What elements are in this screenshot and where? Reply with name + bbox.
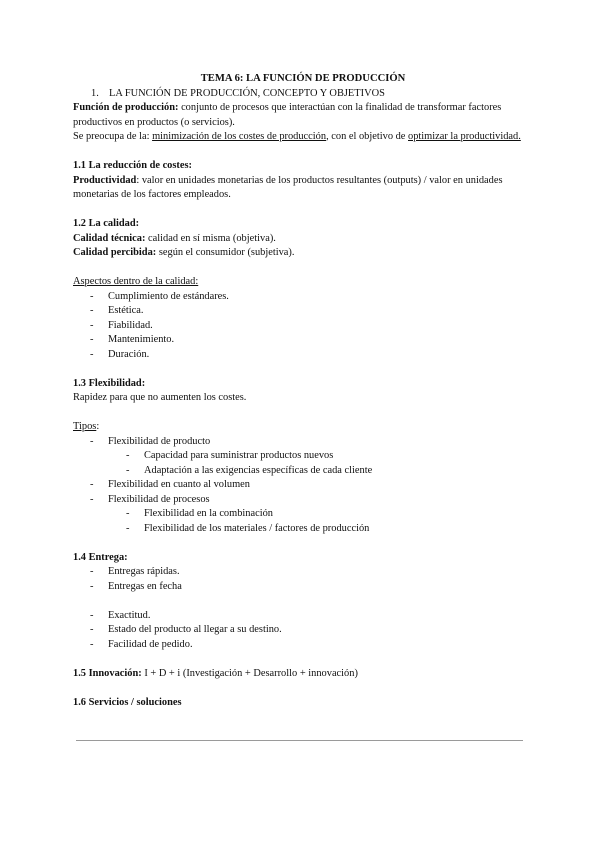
- list-item: - Exactitud.: [73, 609, 533, 624]
- productivity-label: Productividad: [73, 174, 137, 186]
- section-1-1-heading: 1.1 La reducción de costes:: [73, 160, 192, 171]
- perceived-quality-label: Calidad percibida:: [73, 247, 157, 258]
- horizontal-divider: [76, 740, 523, 741]
- technical-quality-text: calidad en sí misma (objetiva).: [145, 232, 276, 244]
- innovation-line: [73, 667, 533, 682]
- delivery-list-1: [73, 565, 533, 594]
- list-item: - Flexibilidad de procesos: [73, 493, 533, 508]
- list-item: - Flexibilidad de producto: [73, 435, 533, 450]
- list-item: - Cumplimiento de estándares.: [73, 290, 533, 305]
- concern-underline-1: minimización de los costes de producción: [152, 131, 327, 142]
- productivity-definition: [73, 174, 533, 203]
- list-item: - Facilidad de pedido.: [73, 638, 533, 653]
- section-1-text: LA FUNCIÓN DE PRODUCCIÓN, CONCEPTO Y OBJETIVOS: [109, 87, 385, 99]
- section-1-number: 1.: [91, 87, 99, 99]
- section-1-title: [73, 87, 533, 102]
- production-function-definition: [73, 101, 533, 130]
- list-item: - Capacidad para suministrar productos nuevos: [73, 449, 533, 464]
- list-item: - Flexibilidad en cuanto al volumen: [73, 478, 533, 493]
- definition-text: conjunto de procesos que interactúan con la finalidad de transformar factores productivos en productos (o servicios).: [73, 102, 502, 128]
- document-page: [73, 72, 533, 710]
- list-item: - Duración.: [73, 348, 533, 363]
- perceived-quality: [73, 246, 533, 261]
- page-title: TEMA 6: LA FUNCIÓN DE PRODUCCIÓN: [200, 73, 406, 84]
- list-item: - Mantenimiento.: [73, 333, 533, 348]
- concern-underline-2: optimizar la productividad.: [408, 131, 521, 142]
- quality-aspects-title: Aspectos dentro de la calidad:: [73, 276, 199, 287]
- section-1-4-heading: 1.4 Entrega:: [73, 551, 128, 563]
- section-1-2-heading: 1.2 La calidad:: [73, 218, 140, 229]
- list-item: - Estética.: [73, 304, 533, 319]
- flexibility-text: Rapidez para que no aumenten los costes.: [73, 392, 247, 403]
- section-1-3-heading: 1.3 Flexibilidad:: [73, 377, 146, 389]
- types-colon: :: [96, 421, 100, 432]
- productivity-text: : valor en unidades monetarias de los productos resultantes (outputs) / valor en unidades monetarias de los factores empleados.: [73, 174, 503, 200]
- concern-prefix: Se preocupa de la:: [73, 131, 153, 142]
- list-item: - Flexibilidad en la combinación: [73, 507, 533, 522]
- list-item: - Entregas en fecha: [73, 580, 533, 595]
- concern-middle: , con el objetivo de: [326, 131, 409, 142]
- list-item: - Flexibilidad de los materiales / factores de producción: [73, 522, 533, 537]
- flexibility-types-list: [73, 435, 533, 537]
- list-item: - Adaptación a las exigencias específicas de cada cliente: [73, 464, 533, 479]
- delivery-list-2: [73, 609, 533, 653]
- perceived-quality-text: según el consumidor (subjetiva).: [156, 247, 295, 258]
- section-1-5-heading: 1.5 Innovación:: [73, 667, 142, 679]
- list-item: - Fiabilidad.: [73, 319, 533, 334]
- section-1-6-heading: 1.6 Servicios / soluciones: [73, 696, 182, 708]
- technical-quality-label: Calidad técnica:: [73, 232, 146, 244]
- technical-quality: [73, 232, 533, 247]
- innovation-text: I + D + i (Investigación + Desarrollo + innovación): [141, 667, 358, 679]
- list-item: - Entregas rápidas.: [73, 565, 533, 580]
- quality-aspects-list: [73, 290, 533, 363]
- types-label: Tipos: [73, 421, 97, 432]
- types-title: [73, 420, 533, 435]
- definition-label: Función de producción:: [73, 102, 179, 113]
- concern-paragraph: [73, 130, 533, 145]
- list-item: - Estado del producto al llegar a su destino.: [73, 623, 533, 638]
